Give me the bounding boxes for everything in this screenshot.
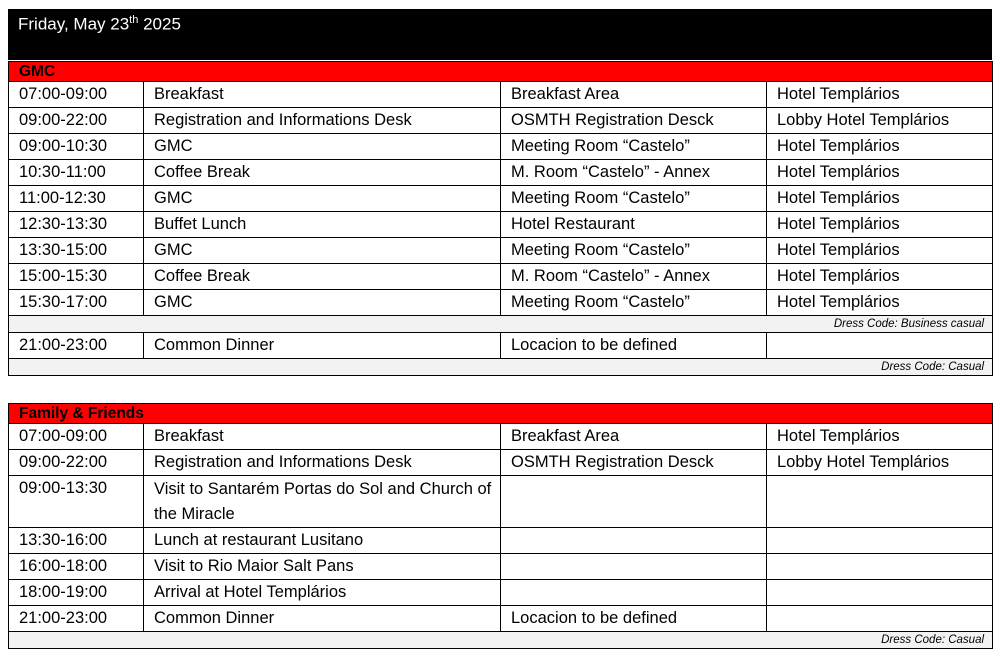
schedule-row <box>9 476 993 528</box>
day-date: Friday, May 23 <box>18 14 130 34</box>
venue-cell: Hotel Templários <box>767 290 993 316</box>
schedule-row <box>9 212 993 238</box>
activity-cell: Buffet Lunch <box>144 212 501 238</box>
section-header-family <box>9 404 993 424</box>
location-cell: Locacion to be defined <box>501 333 767 359</box>
location-cell: Meeting Room “Castelo” <box>501 238 767 264</box>
section-title: GMC <box>9 62 993 82</box>
time-cell: 21:00-23:00 <box>9 333 144 359</box>
location-cell: Meeting Room “Castelo” <box>501 186 767 212</box>
dress-code-row <box>9 632 993 649</box>
time-cell: 09:00-22:00 <box>9 108 144 134</box>
dress-code-row <box>9 316 993 333</box>
time-cell: 15:00-15:30 <box>9 264 144 290</box>
venue-cell: Hotel Templários <box>767 134 993 160</box>
time-cell: 18:00-19:00 <box>9 580 144 606</box>
time-cell: 15:30-17:00 <box>9 290 144 316</box>
schedule-row <box>9 606 993 632</box>
schedule-row <box>9 333 993 359</box>
time-cell: 16:00-18:00 <box>9 554 144 580</box>
schedule-row <box>9 82 993 108</box>
time-cell: 07:00-09:00 <box>9 82 144 108</box>
location-cell: M. Room “Castelo” - Annex <box>501 264 767 290</box>
section-title: Family & Friends <box>9 404 993 424</box>
location-cell: Hotel Restaurant <box>501 212 767 238</box>
gmc-schedule-table <box>8 61 993 376</box>
schedule-row <box>9 186 993 212</box>
activity-cell: Registration and Informations Desk <box>144 450 501 476</box>
venue-cell: Hotel Templários <box>767 82 993 108</box>
activity-cell: Breakfast <box>144 82 501 108</box>
location-cell: Locacion to be defined <box>501 606 767 632</box>
schedule-row <box>9 134 993 160</box>
location-cell <box>501 476 767 528</box>
activity-cell: GMC <box>144 290 501 316</box>
venue-cell: Hotel Templários <box>767 424 993 450</box>
venue-cell <box>767 554 993 580</box>
activity-cell: Lunch at restaurant Lusitano <box>144 528 501 554</box>
venue-cell: Hotel Templários <box>767 160 993 186</box>
location-cell: Meeting Room “Castelo” <box>501 134 767 160</box>
activity-cell: Breakfast <box>144 424 501 450</box>
activity-cell: GMC <box>144 134 501 160</box>
location-cell: M. Room “Castelo” - Annex <box>501 160 767 186</box>
activity-cell: Visit to Santarém Portas do Sol and Church of the Miracle <box>144 476 501 528</box>
activity-cell: Visit to Rio Maior Salt Pans <box>144 554 501 580</box>
activity-cell: Arrival at Hotel Templários <box>144 580 501 606</box>
activity-cell: Coffee Break <box>144 160 501 186</box>
schedule-row <box>9 264 993 290</box>
venue-cell: Hotel Templários <box>767 212 993 238</box>
location-cell <box>501 528 767 554</box>
time-cell: 07:00-09:00 <box>9 424 144 450</box>
location-cell <box>501 554 767 580</box>
location-cell: OSMTH Registration Desck <box>501 450 767 476</box>
activity-cell: Common Dinner <box>144 333 501 359</box>
schedule-row <box>9 108 993 134</box>
dress-code-note: Dress Code: Business casual <box>9 316 993 333</box>
day-date-suffix: th <box>129 14 139 26</box>
location-cell: Breakfast Area <box>501 82 767 108</box>
day-year: 2025 <box>143 14 181 34</box>
time-cell: 21:00-23:00 <box>9 606 144 632</box>
schedule-row <box>9 528 993 554</box>
venue-cell: Lobby Hotel Templários <box>767 108 993 134</box>
section-header-gmc <box>9 62 993 82</box>
schedule-row <box>9 424 993 450</box>
time-cell: 13:30-15:00 <box>9 238 144 264</box>
location-cell: Breakfast Area <box>501 424 767 450</box>
schedule-row <box>9 160 993 186</box>
venue-cell: Lobby Hotel Templários <box>767 450 993 476</box>
activity-cell: GMC <box>144 238 501 264</box>
location-cell <box>501 580 767 606</box>
venue-cell <box>767 528 993 554</box>
location-cell: OSMTH Registration Desck <box>501 108 767 134</box>
schedule-row <box>9 290 993 316</box>
dress-code-note: Dress Code: Casual <box>9 632 993 649</box>
activity-cell: Coffee Break <box>144 264 501 290</box>
venue-cell <box>767 476 993 528</box>
location-cell: Meeting Room “Castelo” <box>501 290 767 316</box>
day-header <box>8 9 992 60</box>
time-cell: 11:00-12:30 <box>9 186 144 212</box>
venue-cell <box>767 580 993 606</box>
dress-code-note: Dress Code: Casual <box>9 359 993 376</box>
schedule-row <box>9 554 993 580</box>
time-cell: 09:00-10:30 <box>9 134 144 160</box>
family-schedule-table <box>8 403 993 649</box>
dress-code-row <box>9 359 993 376</box>
activity-cell: Registration and Informations Desk <box>144 108 501 134</box>
venue-cell: Hotel Templários <box>767 186 993 212</box>
time-cell: 12:30-13:30 <box>9 212 144 238</box>
activity-cell: Common Dinner <box>144 606 501 632</box>
activity-cell: GMC <box>144 186 501 212</box>
venue-cell <box>767 606 993 632</box>
venue-cell: Hotel Templários <box>767 264 993 290</box>
time-cell: 09:00-22:00 <box>9 450 144 476</box>
time-cell: 09:00-13:30 <box>9 476 144 528</box>
time-cell: 10:30-11:00 <box>9 160 144 186</box>
venue-cell <box>767 333 993 359</box>
schedule-row <box>9 238 993 264</box>
schedule-row <box>9 450 993 476</box>
time-cell: 13:30-16:00 <box>9 528 144 554</box>
venue-cell: Hotel Templários <box>767 238 993 264</box>
schedule-row <box>9 580 993 606</box>
